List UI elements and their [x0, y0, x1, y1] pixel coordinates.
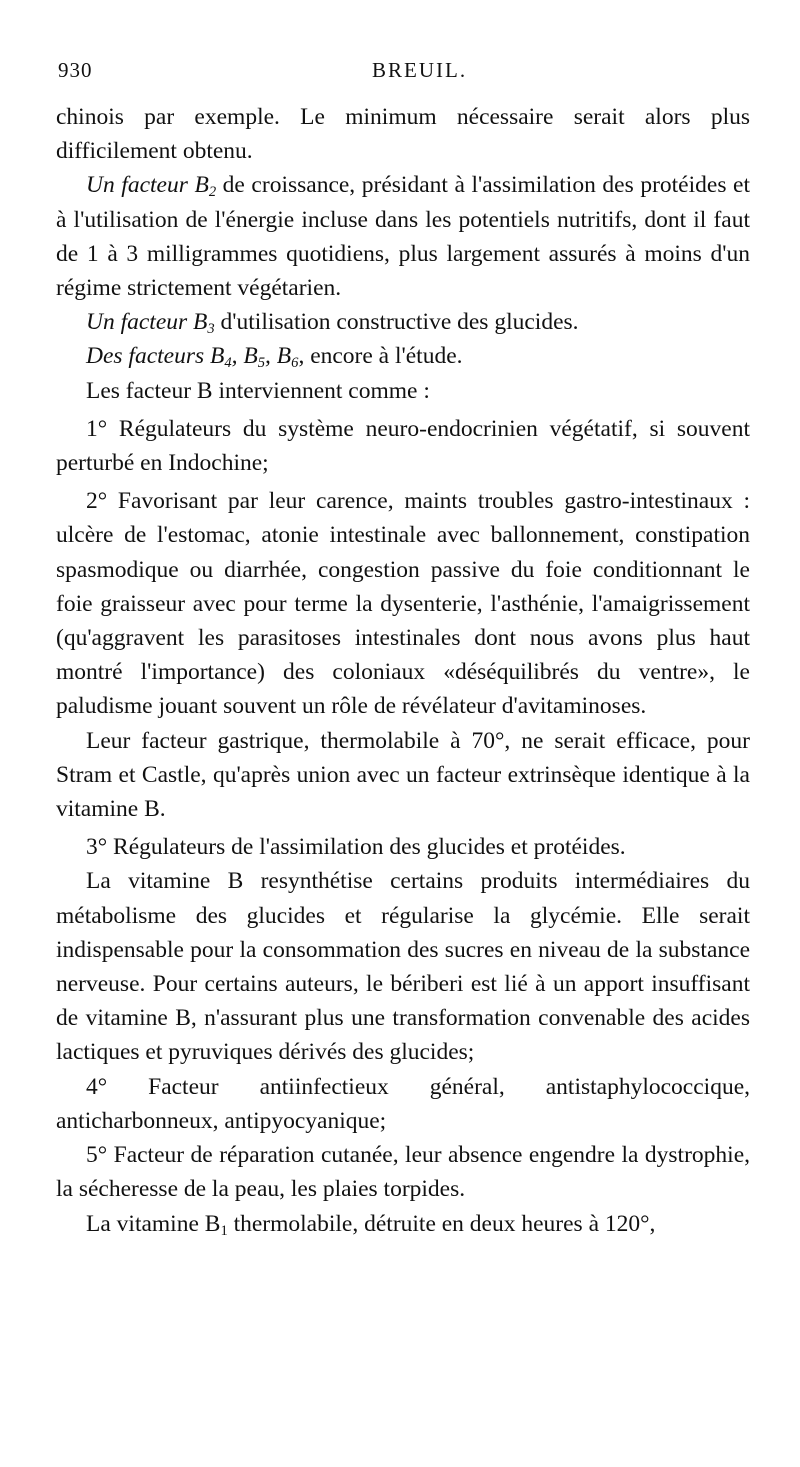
paragraph-text: thermolabile, détruite en deux heures à 120°, [227, 1210, 656, 1237]
factor-label: Un facteur $B_3$ [86, 309, 215, 338]
paragraph-continuation [56, 100, 750, 168]
list-item-1 [56, 412, 750, 480]
paragraph-vitamin-b1 [56, 1207, 750, 1241]
body-text [56, 100, 750, 1241]
paragraph-vitamin-b-metabolism [56, 864, 750, 1069]
list-item-2 [56, 484, 750, 723]
factor-label: Des facteurs $B_4$, $B_5$, $B_6$ [86, 343, 299, 372]
paragraph-text: 2° Favorisant par leur carence, maints troubles gastro-intestinaux : ulcère de l'estomac, atonie intestinale avec ballonnement, constipation spasmodique ou diarrhée, congestion passive du foie conditionnant le foie graisseur avec pour terme la dysenterie, l'asthénie, l'amaigrissement (qu'aggravent les parasitoses intestinales dont nous avons plus haut montré l'importance) des coloniaux «déséquilibrés du ventre», le paludisme jouant souvent un rôle de révélateur d'avitaminoses. [56, 488, 750, 720]
vitamin-label: La vitamine $B_1$ [86, 1210, 228, 1239]
paragraph-factors-b4-b6 [56, 339, 750, 373]
paragraph-text: chinois par exemple. Le minimum nécessaire serait alors plus difficilement obtenu. [56, 104, 750, 165]
list-item-3 [56, 830, 750, 864]
paragraph-text: La vitamine B resynthétise certains produits intermédiaires du métabolisme des glucides et régularise la glycémie. Elle serait indispensable pour la consommation des sucres en niveau de la substance nerveuse. Pour certains auteurs, le bériberi est lié à un apport insuffisant de vitamine B, n'assurant plus une transformation convenable des acides lactiques et pyruviques dérivés des glucides; [56, 868, 750, 1066]
paragraph-gastric-factor [56, 724, 750, 827]
paragraph-text: 3° Régulateurs de l'assimilation des glucides et protéides. [86, 834, 626, 861]
list-item-5 [56, 1138, 750, 1206]
page-header [58, 58, 748, 88]
paragraph-text: de croissance, présidant à l'assimilation des protéides et à l'utilisation de l'énergie incluse dans les potentiels nutritifs, dont il faut de 1 à 3 milligrammes quotidiens, plus largement assurés à moins d'un régime strictement végétarien. [56, 172, 751, 302]
factor-label: Un facteur $B_2$ [86, 172, 217, 201]
paragraph-text: 5° Facteur de réparation cutanée, leur absence engendre la dystrophie, la sécheresse de la peau, les plaies torpides. [56, 1142, 750, 1203]
paragraph-text: 4° Facteur antiinfectieux général, antistaphylococcique, anticharbonneux, antipyocyanique; [56, 1073, 750, 1134]
paragraph-text: Les facteur B interviennent comme : [86, 377, 430, 404]
paragraph-text: 1° Régulateurs du système neuro-endocrinien végétatif, si souvent perturbé en Indochine; [56, 415, 750, 477]
running-head: BREUIL. [372, 58, 468, 82]
paragraph-text: , encore à l'étude. [298, 343, 463, 370]
paragraph-factor-b3 [56, 305, 750, 339]
paragraph-factor-b2 [56, 168, 750, 305]
list-item-4 [56, 1070, 750, 1138]
page-number: 930 [58, 58, 93, 82]
paragraph-intro-list [56, 374, 750, 408]
paragraph-text: Leur facteur gastrique, thermolabile à 70°, ne serait efficace, pour Stram et Castle, qu'après union avec un facteur extrinsèque identique à la vitamine B. [56, 727, 750, 823]
paragraph-text: d'utilisation constructive des glucides. [214, 309, 579, 336]
